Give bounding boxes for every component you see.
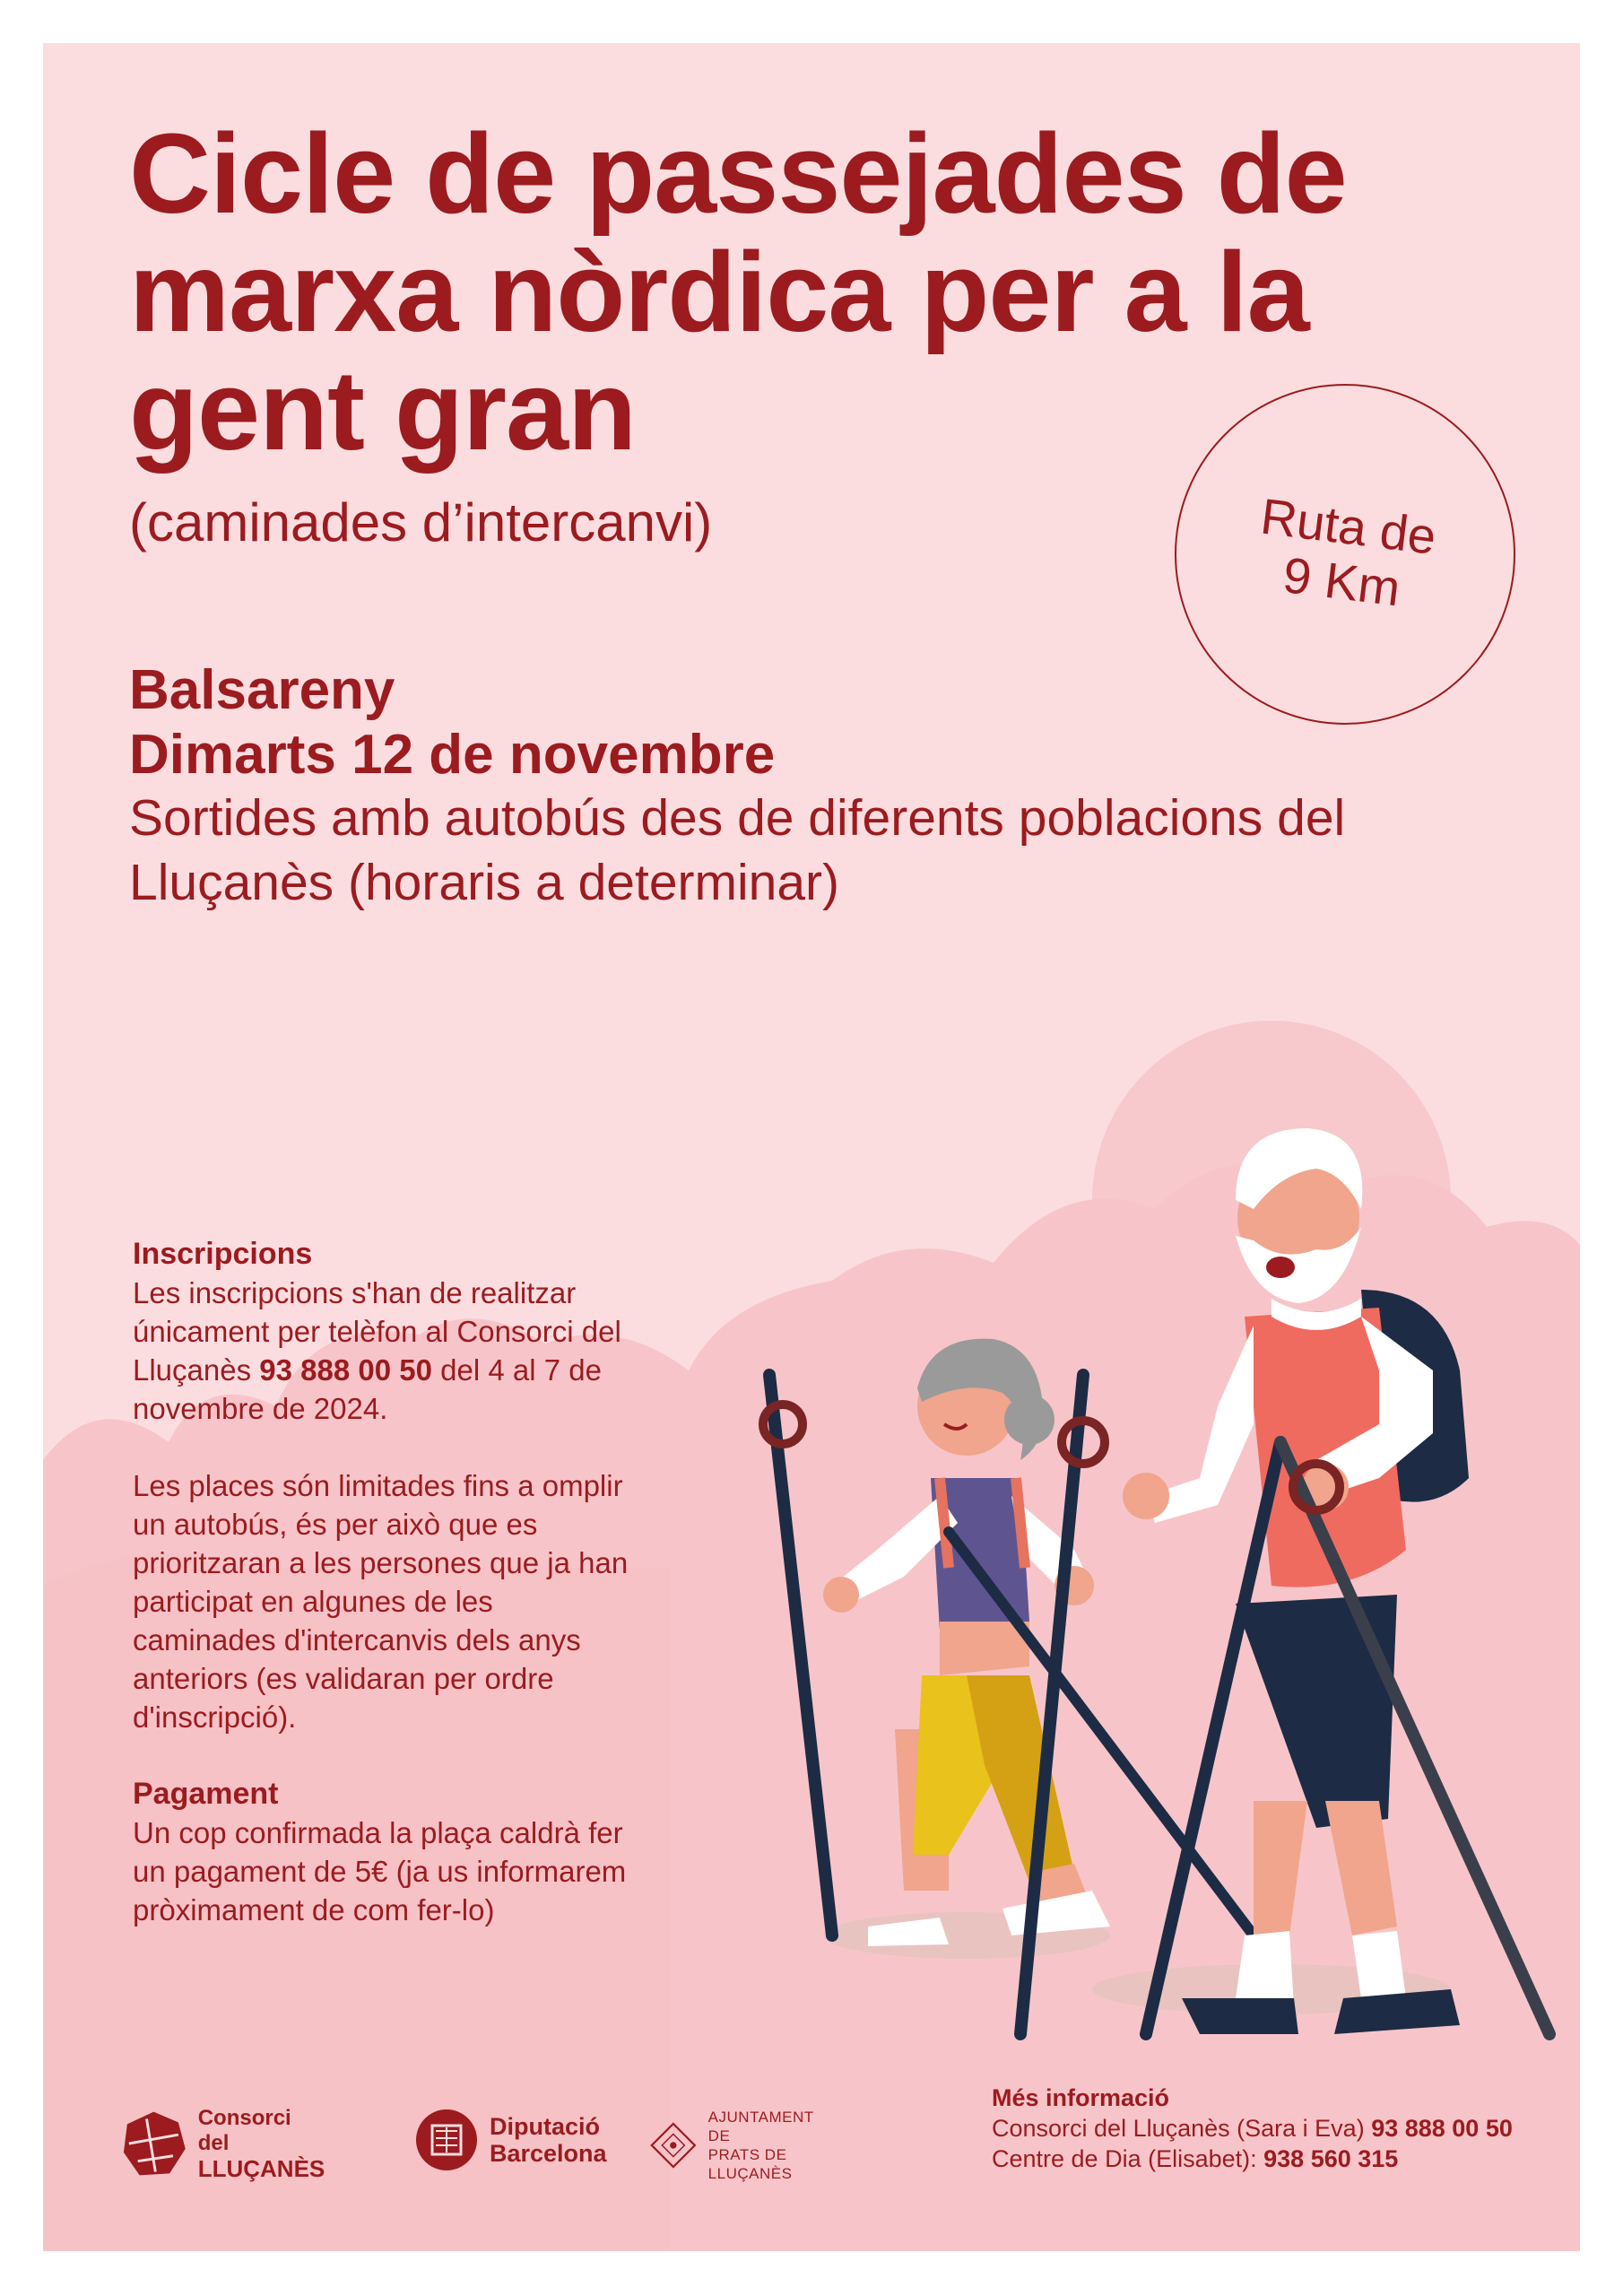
more-info-section (992, 2083, 1566, 2174)
logo-ajuntament-prats[interactable] (647, 2108, 832, 2183)
more-info-heading: Més informació (992, 2084, 1170, 2111)
ajuntament-logo-icon (647, 2110, 699, 2180)
route-badge (1175, 384, 1515, 725)
more-info-centre-phone[interactable]: 938 560 315 (1263, 2145, 1399, 2172)
route-badge-text: Ruta de 9 Km (1257, 487, 1440, 617)
consorci-logo-line2: LLUÇANÈS (197, 2155, 325, 2182)
poster-subtitle: (caminades d’intercanvi) (129, 492, 713, 552)
event-location: Balsareny (129, 659, 395, 721)
diputacio-logo-icon (414, 2108, 479, 2172)
diputacio-logo-line2: Barcelona (490, 2140, 607, 2167)
more-info-line-centre-dia (992, 2144, 1566, 2174)
diputacio-logo-line1: Diputació (490, 2113, 601, 2140)
registration-section (133, 1234, 635, 1736)
poster (43, 43, 1580, 2251)
payment-text: Un cop confirmada la plaça caldrà fer un pagament de 5€ (ja us informarem pròximament de com fer-lo) (133, 1816, 627, 1926)
logo-consorci-llucanes[interactable] (120, 2106, 326, 2181)
consorci-logo-icon (120, 2108, 187, 2179)
ajuntament-logo-line2: PRATS DE LLUÇANÈS (707, 2146, 793, 2182)
registration-phone[interactable]: 93 888 00 50 (259, 1353, 432, 1387)
registration-text-end: del 4 al 7 de novembre de 2024. (133, 1353, 602, 1425)
logo-diputacio-barcelona[interactable] (414, 2108, 607, 2172)
payment-section (133, 1774, 635, 1929)
payment-heading: Pagament (133, 1777, 279, 1811)
more-info-consorci-label: Consorci del Lluçanès (Sara i Eva) (992, 2115, 1372, 2142)
registration-text-start: Les inscripcions s'han de realitzar únicament per telèfon al Consorci del Lluçanès (133, 1276, 621, 1387)
registration-text (133, 1274, 635, 1428)
registration-places-text: Les places són limitades fins a omplir un autobús, és per això que es prioritzaran a les persones que ja han participat en algunes de les caminades d'intercanvis dels anys anteriors (es validaran per ordre d'inscripció). (133, 1469, 629, 1734)
more-info-line-consorci (992, 2113, 1566, 2144)
event-departures: Sortides amb autobús des de diferents poblacions del Lluçanès (horaris a determinar) (129, 789, 1346, 911)
registration-heading: Inscripcions (133, 1237, 313, 1271)
nordic-walkers-illustration (698, 1048, 1580, 2124)
more-info-consorci-phone[interactable]: 93 888 00 50 (1371, 2115, 1513, 2142)
event-date: Dimarts 12 de novembre (129, 724, 776, 786)
consorci-logo-line1: Consorci del (197, 2106, 291, 2155)
poster-title: Cicle de passejades de marxa nòrdica per a la gent gran (129, 110, 1347, 474)
man-figure (1123, 1128, 1549, 2034)
ajuntament-logo-line1: AJUNTAMENT DE (707, 2109, 814, 2144)
more-info-centre-label: Centre de Dia (Elisabet): (992, 2145, 1264, 2172)
